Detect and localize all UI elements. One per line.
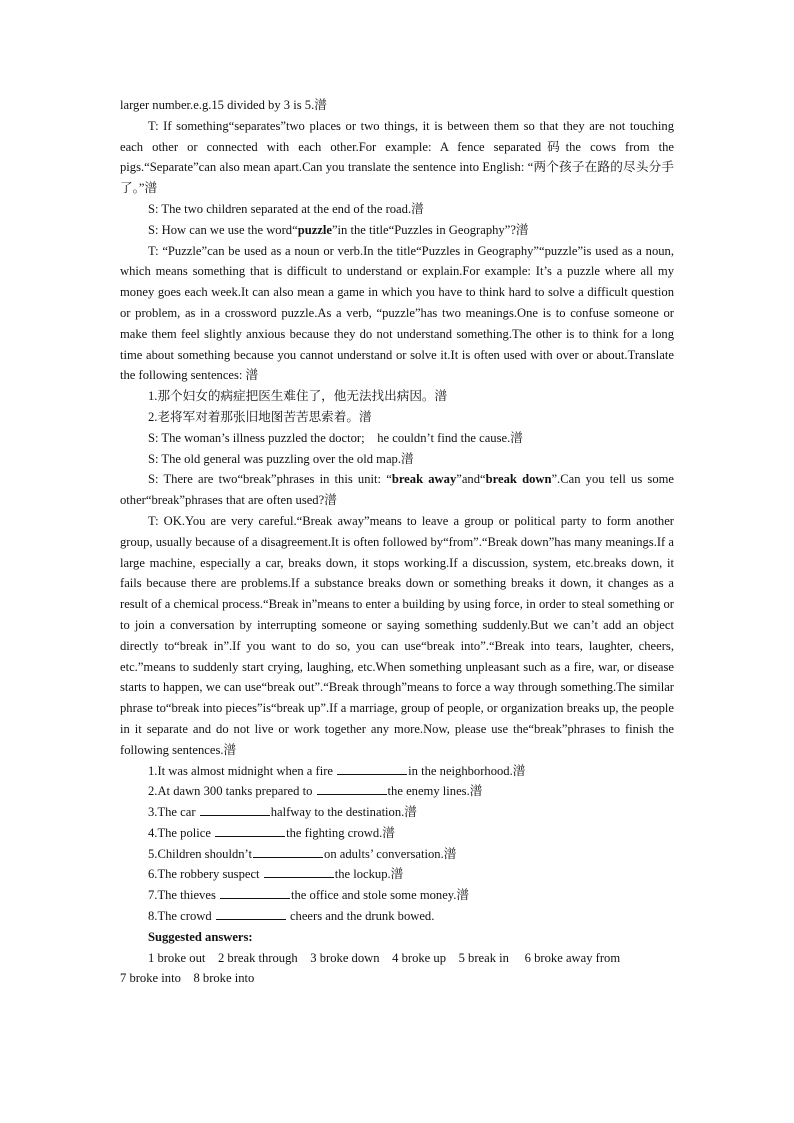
answer-blank: [215, 823, 285, 837]
paragraph-break-question: S: There are two“break”phrases in this unit: “break away”and“break down”.Can you tell us some other“break”phrases that are often used?潽: [120, 472, 674, 508]
exercise-item-6: 6.The robbery suspect the lockup.潽: [120, 864, 674, 885]
paragraph-break-explanation: T: OK.You are very careful.“Break away”means to leave a group or political party to form another group, usually because of a disagreement.It is often followed by“from”.“Break down”has many meanings.If a large machine, especially a car, breaks down, it stops working.If a discussion, system, etc.breaks down, it fails because there are problems.If a substance breaks down or something breaks it down, it changes as a result of a chemical process.“Break in”means to enter a building by using force, in order to steal something or to join a conversation by interrupting someone or saying something suddenly.But we can’t add an object directly to“break in”.If you want to do so, you can use“break into”.“Break into tears, laughter, cheers, etc.”means to suddenly start crying, laughing, etc.When something unpleasant such as a fire, war, or disease starts to happen, we can use“break out”.“Break through”means to force a way through something.The similar phrase to“break into pieces”is“break up”.If a marriage, group of people, or organization breaks up, the people in it separate and do not live or work together any more.Now, please use the“break”phrases to finish the following sentences.潽: [120, 513, 674, 757]
answer-blank: [317, 781, 387, 795]
paragraph-separate-explanation: T: If something“separates”two places or two things, it is between them so that they are not touching each other or connected with each other.For example: A fence separated码the cows from the pigs.“Separate”can also mean apart.Can you translate the sentence into English: “两个孩子在路的尽头分手了。”潽: [120, 118, 674, 196]
exercise-item-8: 8.The crowd cheers and the drunk bowed.: [120, 906, 674, 927]
bold-term-break-away: break away: [391, 472, 457, 487]
bold-term-puzzle: puzzle: [297, 222, 332, 237]
answers-line-1: 1 broke out 2 break through 3 broke down 4 broke up 5 break in 6 broke away from: [148, 950, 621, 965]
paragraph-chinese-sentence-2: 2.老将军对着那张旧地图苦苦思索着。潽: [148, 409, 372, 424]
document-page: [120, 95, 674, 989]
exercise-item-5: 5.Children shouldn’t on adults’ conversation.潽: [120, 844, 674, 865]
paragraph-puzzle-question: S: How can we use the word“puzzle”in the title“Puzzles in Geography”?潽: [148, 222, 529, 237]
paragraph-chinese-sentence-1: 1.那个妇女的病症把医生难住了，他无法找出病因。潽: [148, 389, 448, 404]
paragraph-translation-2: S: The old general was puzzling over the old map.潽: [148, 451, 414, 466]
answer-blank: [216, 906, 286, 920]
paragraph-intro-fragment: larger number.e.g.15 divided by 3 is 5.潽: [120, 98, 327, 112]
exercise-item-1: 1.It was almost midnight when a fire in the neighborhood.潽: [120, 761, 674, 782]
answer-blank: [337, 761, 407, 775]
answer-blank: [253, 844, 323, 858]
answer-blank: [220, 885, 290, 899]
paragraph-translation-1: S: The woman’s illness puzzled the doctor; he couldn’t find the cause.潽: [148, 430, 523, 445]
answers-heading: Suggested answers:: [148, 929, 253, 944]
paragraph-student-translation: S: The two children separated at the end of the road.潽: [148, 201, 424, 216]
answer-blank: [264, 864, 334, 878]
answers-line-2: 7 broke into 8 broke into: [120, 971, 255, 986]
paragraph-puzzle-explanation: T: “Puzzle”can be used as a noun or verb.In the title“Puzzles in Geography”“puzzle”is used as a noun, which means something that is difficult to understand or explain.For example: It’s a puzzle where all my money goes each week.It can also mean a game in which you have to think hard to solve a difficult question or problem, as in a crossword puzzle.As a verb, “puzzle”has two meanings.One is to confuse someone or make them feel slightly anxious because they do not understand something.The other is to think for a long time about something because you cannot understand or solve it.It is often used with over or about.Translate the following sentences: 潽: [120, 243, 674, 383]
answer-blank: [200, 802, 270, 816]
exercise-item-2: 2.At dawn 300 tanks prepared to the enemy lines.潽: [120, 781, 674, 802]
exercise-item-3: 3.The car halfway to the destination.潽: [120, 802, 674, 823]
exercise-item-4: 4.The police the fighting crowd.潽: [120, 823, 674, 844]
bold-term-break-down: break down: [485, 472, 552, 487]
exercise-item-7: 7.The thieves the office and stole some money.潽: [120, 885, 674, 906]
